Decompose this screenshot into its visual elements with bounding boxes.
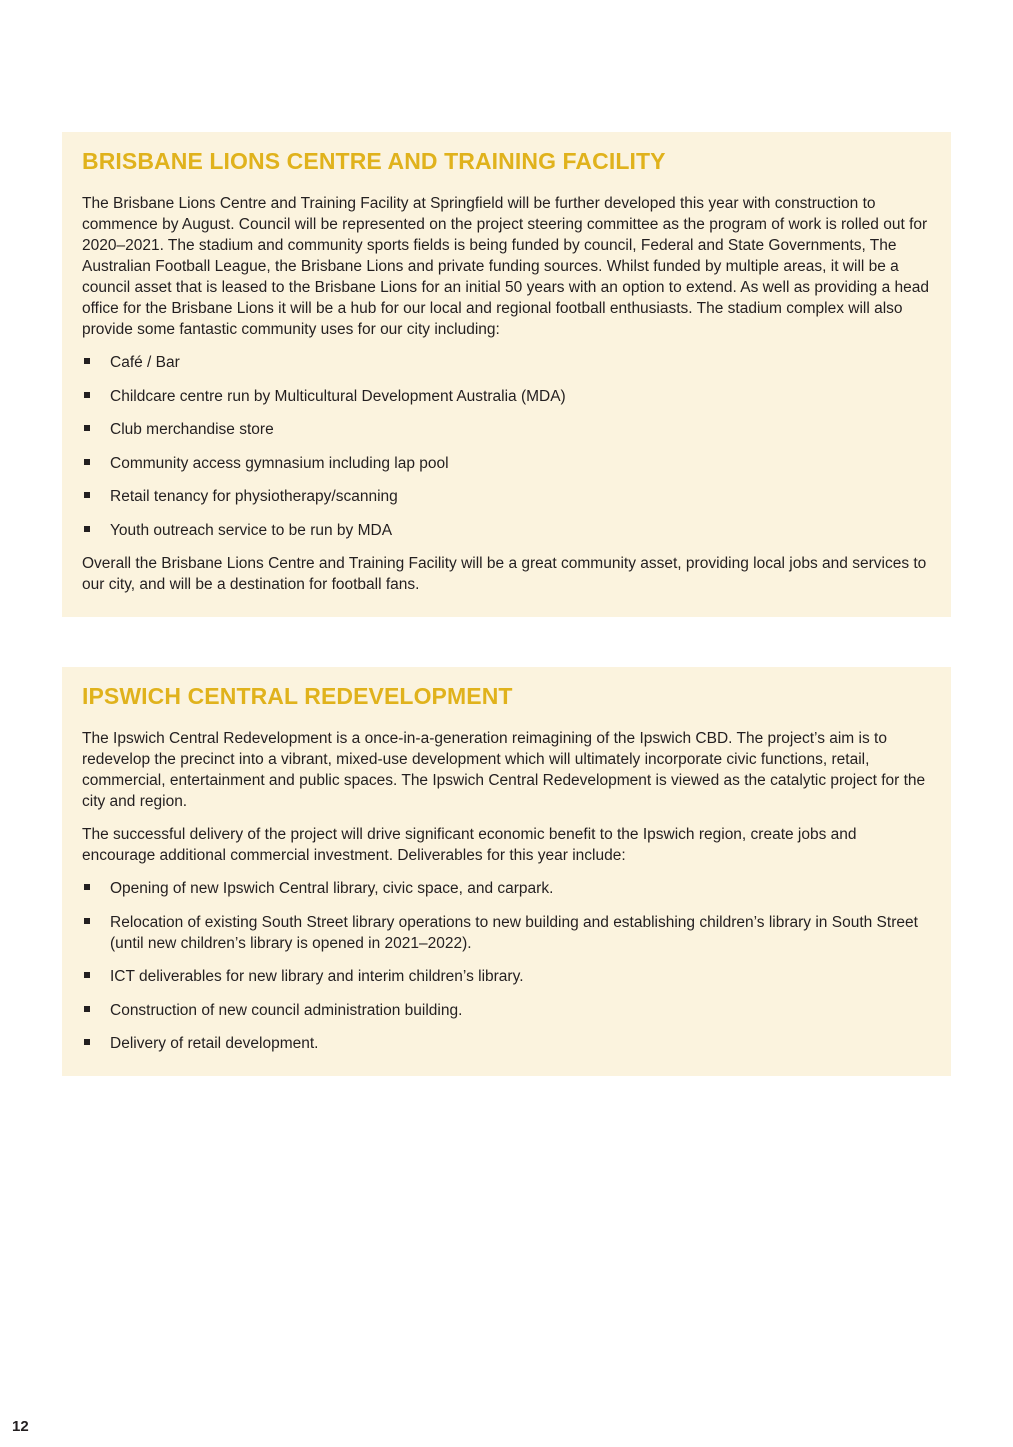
square-bullet-icon bbox=[84, 972, 90, 978]
section-title: IPSWICH CENTRAL REDEVELOPMENT bbox=[82, 683, 513, 709]
section-intro: The Brisbane Lions Centre and Training Facility at Springfield will be further developed this year with construction to commence by August. Council will be represented on the project steering committee as the program of work is rolled out for 2020–2021. The stadium and community sports fields is being funded by council, Federal and State Governments, The Australian Football League, the Brisbane Lions and private funding sources. Whilst funded by multiple areas, it will be a council asset that is leased to the Brisbane Lions for an initial 50 years with an option to extend. As well as providing a head office for the Brisbane Lions it will be a hub for our local and regional football enthusiasts. The stadium complex will also provide some fantastic community uses for our city including: bbox=[82, 195, 929, 338]
list-item bbox=[82, 419, 931, 440]
ipswich-central-section bbox=[62, 667, 951, 1076]
list-item-text: Delivery of retail development. bbox=[110, 1035, 319, 1052]
list-item-text: Childcare centre run by Multicultural Development Australia (MDA) bbox=[110, 387, 566, 405]
list-item bbox=[82, 1033, 931, 1054]
list-item-text: Relocation of existing South Street library operations to new building and establishing children’s library in South Street (until new children’s library is opened in 2021–2022). bbox=[110, 913, 918, 952]
list-item-text: Community access gymnasium including lap pool bbox=[110, 454, 449, 472]
brisbane-lions-section bbox=[62, 132, 951, 617]
list-item bbox=[82, 1000, 931, 1021]
section-title: BRISBANE LIONS CENTRE AND TRAINING FACILITY bbox=[82, 148, 666, 174]
list-item bbox=[82, 520, 931, 541]
list-item bbox=[82, 878, 931, 899]
list-item-text: Retail tenancy for physiotherapy/scanning bbox=[110, 488, 398, 505]
list-item bbox=[82, 453, 931, 474]
square-bullet-icon bbox=[84, 358, 90, 364]
section-intro: The Ipswich Central Redevelopment is a once-in-a-generation reimagining of the Ipswich CBD. The project’s aim is to redevelop the precinct into a vibrant, mixed-use development which will ultimately incorporate civic functions, retail, commercial, entertainment and public spaces. The Ipswich Central Redevelopment is viewed as the catalytic project for the city and region. bbox=[82, 730, 926, 810]
list-item-text: Construction of new council administration building. bbox=[110, 1001, 463, 1019]
square-bullet-icon bbox=[84, 526, 90, 532]
list-item bbox=[82, 352, 931, 373]
square-bullet-icon bbox=[84, 918, 90, 924]
bullet-list bbox=[82, 878, 931, 1054]
square-bullet-icon bbox=[84, 392, 90, 398]
section-intro-2: The successful delivery of the project will drive significant economic benefit to the Ipswich region, create jobs and encourage additional commercial investment. Deliverables for this year include: bbox=[82, 826, 857, 864]
square-bullet-icon bbox=[84, 425, 90, 431]
square-bullet-icon bbox=[84, 884, 90, 890]
list-item-text: Youth outreach service to be run by MDA bbox=[110, 521, 393, 539]
list-item-text: ICT deliverables for new library and interim children’s library. bbox=[110, 968, 524, 985]
list-item-text: Club merchandise store bbox=[110, 421, 274, 438]
list-item bbox=[82, 486, 931, 507]
list-item bbox=[82, 386, 931, 407]
page-number: 12 bbox=[12, 1418, 29, 1435]
bullet-list bbox=[82, 352, 931, 541]
list-item-text: Café / Bar bbox=[110, 354, 180, 371]
square-bullet-icon bbox=[84, 459, 90, 465]
section-outro: Overall the Brisbane Lions Centre and Training Facility will be a great community asset, providing local jobs and services to our city, and will be a destination for football fans. bbox=[82, 555, 927, 593]
list-item bbox=[82, 966, 931, 987]
list-item-text: Opening of new Ipswich Central library, civic space, and carpark. bbox=[110, 880, 554, 897]
square-bullet-icon bbox=[84, 492, 90, 498]
square-bullet-icon bbox=[84, 1006, 90, 1012]
square-bullet-icon bbox=[84, 1039, 90, 1045]
list-item bbox=[82, 912, 931, 954]
